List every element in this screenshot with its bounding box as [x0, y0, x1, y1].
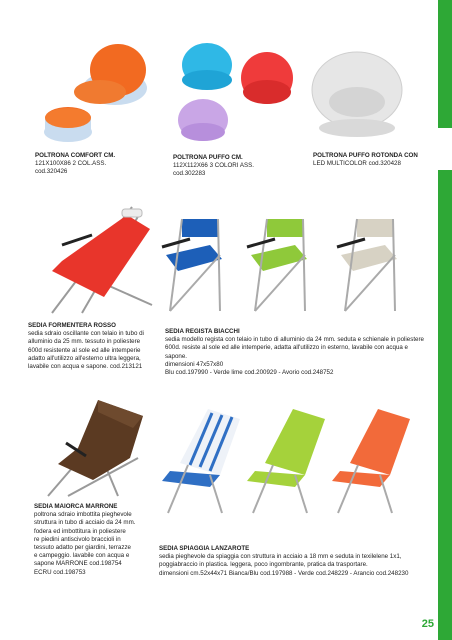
product-line: sedia pieghevole da spiaggia con struttura in acciaio a 18 mm e seduta in texilelene 1x1,	[159, 553, 402, 561]
product-line: alluminio da 25 mm. tessuto in poliestere	[28, 338, 141, 346]
page-number: 25	[421, 618, 434, 630]
deck-chair-formentera-image	[32, 205, 157, 315]
product-line: tessuto adatto per giardini, terrazze	[34, 544, 131, 552]
inflatable-armchair-puffo-image	[175, 40, 300, 145]
product-line: 600d resistente al sole ed alle intemperie	[28, 346, 141, 354]
product-line: poltrona sdraio imbottita pieghevole	[34, 511, 132, 519]
inflatable-round-armchair-led-image	[310, 50, 405, 140]
product-line: dimensioni 47x57x80	[165, 360, 224, 368]
product-line: Blu cod.197990 - Verde lime cod.200929 - Avorio cod.248752	[165, 369, 334, 377]
product-line: sapone MARRONE cod.198754	[34, 560, 122, 568]
product-line: re piedini antiscivolo braccioli in	[34, 535, 121, 543]
product-regista	[165, 328, 430, 377]
director-chairs-image	[160, 215, 425, 315]
product-title: SEDIA FORMENTERA ROSSO	[28, 322, 116, 329]
product-puffo	[173, 154, 293, 179]
side-accent-bottom	[438, 170, 452, 640]
product-line: e campeggio. lavabile con acqua e	[34, 552, 130, 560]
product-comfort	[35, 152, 155, 177]
product-line: 112X112X66 3 COLORI ASS.	[173, 162, 254, 170]
product-formentera	[28, 322, 163, 371]
product-line: LED MULTICOLOR cod.320428	[313, 160, 401, 168]
product-title: POLTRONA PUFFO ROTONDA CON	[313, 152, 418, 159]
product-line: 121X100X86 2 COL.ASS.	[35, 160, 107, 168]
product-puffo-rotonda	[313, 152, 428, 168]
side-accent-top	[438, 0, 452, 128]
product-line: cod.320426	[35, 168, 68, 176]
padded-recliner-maiorca-image	[38, 398, 153, 498]
product-line: dimensioni cm.52x44x71 Bianca/Blu cod.197988 - Verde cod.248229 - Arancio cod.248230	[159, 569, 409, 577]
product-maiorca	[34, 503, 159, 577]
product-line: cod.302283	[173, 170, 206, 178]
product-title: SEDIA REGISTA BIACCHI	[165, 328, 240, 335]
inflatable-armchair-comfort-image	[40, 40, 160, 150]
product-line: ECRU cod.198753	[34, 568, 86, 576]
product-title: SEDIA SPIAGGIA LANZAROTE	[159, 545, 250, 552]
product-line: lavabile con acqua e sapone. cod.213121	[28, 363, 143, 371]
product-line: sedia sdraio oscillante con telaio in tubo di	[28, 330, 144, 338]
product-lanzarote	[159, 545, 429, 578]
product-line: fodera ed imbottitura in poliestere	[34, 527, 126, 535]
product-title: SEDIA MAIORCA MARRONE	[34, 503, 118, 510]
product-line: adatto all'utilizzo all'esterno ultra leggera,	[28, 354, 141, 362]
product-title: POLTRONA PUFFO CM.	[173, 154, 243, 161]
product-line: struttura in tubo di acciaio da 24 mm.	[34, 519, 136, 527]
product-line: sedia modello regista con telaio in tubo di alluminio da 24 mm. seduta e schienale in poliestere	[165, 336, 424, 344]
product-title: POLTRONA COMFORT CM.	[35, 152, 116, 159]
product-line: poggiabraccio in plastica. leggera, poco ingombrante, pratica da trasportare.	[159, 561, 368, 569]
beach-chairs-lanzarote-image	[160, 405, 420, 515]
product-line: 600d. resiste al sole ed alle intemperie, adatta all'utilizzo in esterno, lavabile con acqua e sapone.	[165, 344, 408, 360]
